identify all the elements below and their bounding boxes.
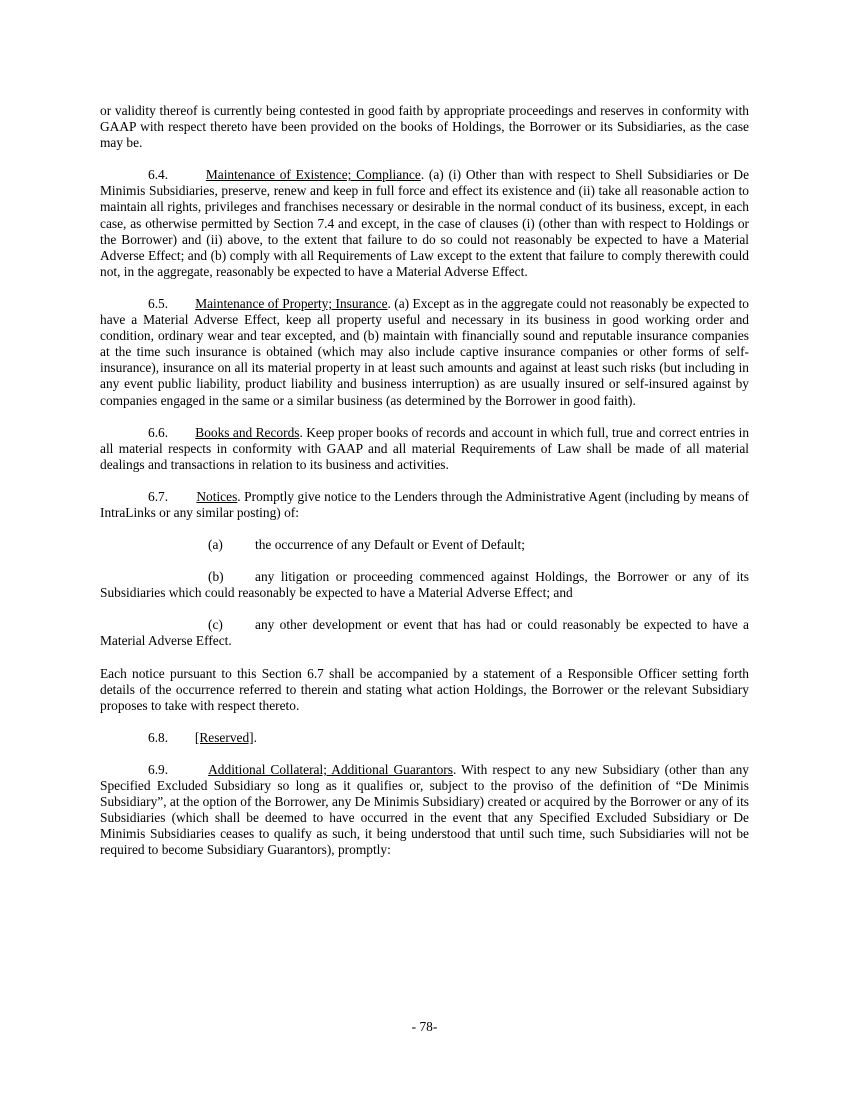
section-text: . (a) Except as in the aggregate could not reasonably be expected to have a Material Adverse Effect, keep all property useful and necessary in its business in good working order and condition, ordinary wear and tear excepted, and (b) maintain with financially sound and reputable insurance companies at the time such insurance is obtained (which may also include captive insurance companies or other forms of self-insurance), insurance on all its material property in at least such amounts and against at least such risks (but including in any event public liability, product liability and business interruption) as are usually insured or self-insured against by companies engaged in the same or a similar business (as determined by the Borrower in good faith). (100, 295, 750, 408)
section-heading: Books and Records (195, 424, 300, 440)
list-item-a (100, 537, 749, 553)
intro-paragraph: or validity thereof is currently being contested in good faith by appropriate proceedings and reserves in conformity with GAAP with respect thereto have been provided on the books of Holdings, the Borrower or its Subsidiaries, as the case may be. (100, 103, 749, 151)
section-6-9 (100, 762, 749, 859)
list-item-text: any other development or event that has had or could reasonably be expected to have a Material Adverse Effect. (100, 617, 749, 649)
list-item-c (100, 617, 749, 649)
section-6-7 (100, 489, 749, 521)
document-body (100, 103, 749, 874)
page-number: - 78- (411, 1019, 438, 1034)
section-number: 6.8. (148, 729, 169, 745)
section-heading: [Reserved] (194, 729, 254, 745)
section-heading: Additional Collateral; Additional Guarantors (208, 761, 453, 777)
section-6-4 (100, 167, 749, 280)
section-text: . Promptly give notice to the Lenders through the Administrative Agent (including by means of IntraLinks or any similar posting) of: (100, 488, 750, 520)
section-number: 6.9. (148, 761, 169, 777)
section-6-6 (100, 425, 749, 473)
section-heading: Notices (196, 488, 238, 504)
list-item-label: (c) (208, 617, 223, 633)
list-item-label: (b) (208, 569, 224, 585)
section-number: 6.5. (148, 295, 169, 311)
section-heading: Maintenance of Existence; Compliance (205, 167, 421, 183)
section-6-5 (100, 296, 749, 409)
list-item-text: any litigation or proceeding commenced against Holdings, the Borrower or any of its Subsidiaries which could reasonably be expected to have a Material Adverse Effect; and (100, 569, 749, 601)
section-text: . (a) (i) Other than with respect to Shell Subsidiaries or De Minimis Subsidiaries, preserve, renew and keep in full force and effect its existence and (ii) take all reasonable action to maintain all rights, privileges and franchises necessary or desirable in the normal conduct of its business, except, in each case, as otherwise permitted by Section 7.4 and except, in the case of clauses (i) (other than with respect to Holdings or the Borrower) and (ii) above, to the extent that failure to do so could not reasonably be expected to have a Material Adverse Effect; and (b) comply with all Requirements of Law except to the extent that failure to comply therewith could not, in the aggregate, reasonably be expected to have a Material Adverse Effect. (100, 167, 750, 279)
section-6-8 (100, 730, 749, 746)
section-text: . With respect to any new Subsidiary (other than any Specified Excluded Subsidiary so long as it qualifies or, subject to the proviso of the definition of “De Minimis Subsidiary”, at the option of the Borrower, any De Minimis Subsidiary) created or acquired by the Borrower or any of its Subsidiaries (which shall be deemed to have occurred in the event that any Specified Excluded Subsidiary or De Minimis Subsidiaries ceases to qualify as such, it being understood that until such time, such Subsidiaries will not be required to become Subsidiary Guarantors), promptly: (100, 761, 749, 858)
section-number: 6.4. (148, 167, 169, 183)
section-text: . Keep proper books of records and account in which full, true and correct entries in all material respects in conformity with GAAP and all material Requirements of Law shall be made of all material dealings and transactions in relation to its business and activities. (100, 424, 750, 472)
section-heading: Maintenance of Property; Insurance (195, 295, 388, 311)
notice-closing-paragraph: Each notice pursuant to this Section 6.7 shall be accompanied by a statement of a Responsible Officer setting forth details of the occurrence referred to therein and stating what action Holdings, the Borrower or the relevant Subsidiary proposes to take with respect thereto. (100, 665, 749, 713)
section-number: 6.6. (148, 424, 169, 440)
list-item-text: the occurrence of any Default or Event of Default; (255, 537, 525, 553)
section-number: 6.7. (148, 488, 169, 504)
section-text: . (253, 729, 257, 745)
list-item-b (100, 569, 749, 601)
list-item-label: (a) (208, 537, 223, 553)
